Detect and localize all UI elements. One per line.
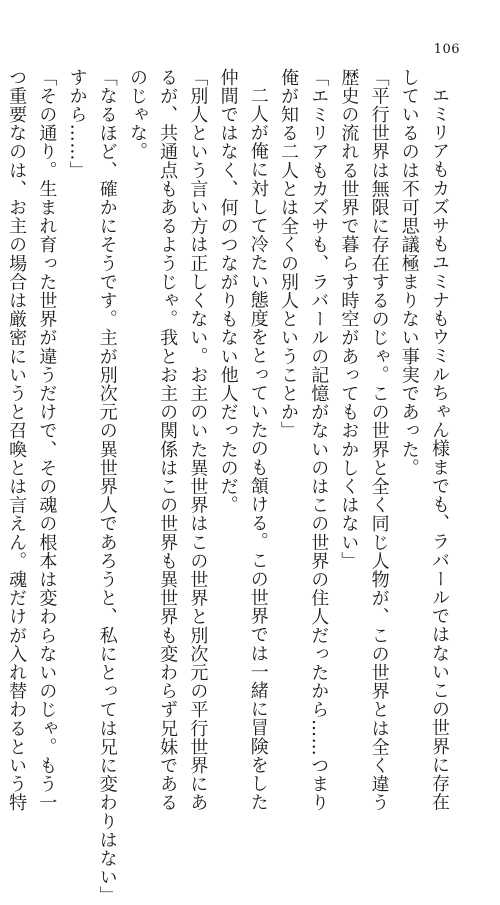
text-line: 「エミリアもカズサも、ラバールの記憶がないのはこの世界の住人だったから……つまり [308, 68, 330, 812]
page-number: 106 [433, 42, 460, 57]
text-line: 二人が俺に対して冷たい態度をとっていたのも頷ける。この世界では一緒に冒険をした [247, 86, 269, 812]
text-line: 俺が知る二人とは全くの別人ということか」 [277, 68, 299, 440]
text-line: 仲間ではなく、何のつながりもない他人だったのだ。 [217, 68, 239, 515]
text-line: エミリアもカズサもユミナもウミルちゃん様までも、ラバールではないこの世界に存在 [429, 86, 450, 812]
text-line: 「その通り。生まれ育った世界が違うだけで、その魂の根本は変わらないのじゃ。もう一 [36, 68, 58, 812]
text-line: しているのは不可思議極まりない事実であった。 [398, 68, 420, 478]
text-line: 歴史の流れる世界で暮らす時空があってもおかしくはない」 [338, 68, 360, 571]
text-line: 「別人という言い方は正しくない。お主のいた異世界はこの世界と別次元の平行世界にあ [187, 68, 209, 812]
text-line: 「なるほど、確かにそうです。主が別次元の異世界人であろうと、私にとっては兄に変わりはない」 [96, 68, 118, 905]
text-line: るが、共通点もあるようじゃ。我とお主の関係はこの世界も異世界も変わらず兄妹である [157, 68, 179, 812]
vertical-text-body [6, 68, 454, 905]
text-line: 「平行世界は無限に存在するのじゃ。この世界と全く同じ人物が、この世界とは全く違う [368, 68, 390, 812]
text-line: すから……」 [66, 68, 88, 180]
text-line: のじゃな。 [126, 68, 148, 161]
text-line: つ重要なのは、お主の場合は厳密にいうと召喚とは言えん。魂だけが入れ替わるという特 [6, 68, 28, 812]
